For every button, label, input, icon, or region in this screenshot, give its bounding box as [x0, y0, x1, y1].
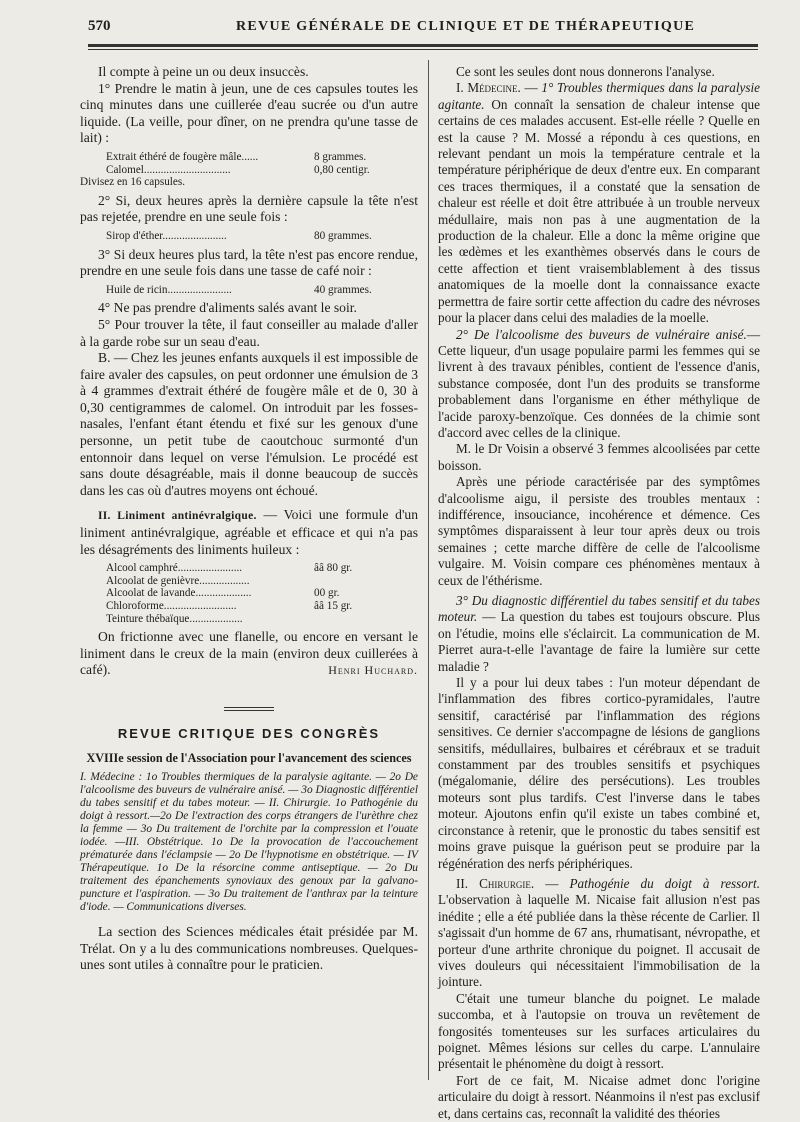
- paragraph: 3° Si deux heures plus tard, la tête n'est pas encore rendue, prendre en une seule fois dans une tasse de café noir :: [80, 246, 418, 279]
- paragraph: La section des Sciences médicales était présidée par M. Trélat. On y a lu des communications nombreuses. Quelques-unes sont utiles à connaître pour le praticien.: [80, 924, 418, 973]
- prescription: [80, 151, 418, 189]
- prescription-line: Sirop d'éther....................... 80 grammes.: [106, 229, 372, 242]
- paragraph: On frictionne avec une flanelle, ou encore en versant le liniment dans le creux de la main (environ deux cuillerées à café). Henri Huchard.: [80, 629, 418, 678]
- prescription-line: Alcoolat de genièvre..................: [106, 574, 250, 587]
- paragraph: I. Médecine. — 1° Troubles thermiques dans la paralysie agitante. On connaît la sensation de chaleur intense que certains de ces malades accusent. Est-elle réelle ? Quelle en est la cause ? M. Mossé a répondu à ces questions, en relevant pendant un mois la température centrale et la température périphérique de deux d'entre eux. En comparant ces traces thermiques, il a constaté que la sensation de chaleur est réelle et doit être attribuée à un trouble nerveux médullaire, mais non pas à une augmentation de la production de la chaleur. Elle a donc la même origine que les œdèmes et les exanthèmes observés dans le cours de cette affection et tient vraisemblablement à des tissus anatomiques de la moelle dont la connaissance exacte permettra de faire sortir cette affection du cadre des névroses pour la placer dans celui des maladies de la moelle.: [438, 80, 760, 326]
- paragraph: M. le Dr Voisin a observé 3 femmes alcoolisées par cette boisson.: [438, 441, 760, 473]
- section-summary: I. Médecine : 1o Troubles thermiques de la paralysie agitante. — 2o De l'alcoolisme des buveurs de vulnéraire anisé. — 3o Diagnostic différentiel du tabes sensitif et du tabes moteur. — II. Chirurgie. 1o Pathogénie du doigt à ressort.—2o De l'extraction des corps étrangers de l'urèthre chez la femme — 3o Du traitement de l'orchite par la compression et l'ouate iodée. —III. Obstétrique. 1o De la provocation de l'accouchement prématurée dans l'éclampsie — 2o De l'hypnotisme en obstétrique. — IV Thérapeutique. 1o De la résorcine comme antiseptique. — 2o Du traitement des épanchements synoviaux des genoux par la galvano-puncture et l'aspiration. — 3o Du traitement de l'anthrax par la teinture d'iode. — Communications diverses.: [80, 771, 418, 914]
- session-heading: XVIIIe session de l'Association pour l'avancement des sciences: [86, 751, 412, 766]
- paragraph: C'était une tumeur blanche du poignet. Le malade succomba, et à l'autopsie on trouva un revêtement de fongosités tomenteuses sur les surfaces articulaires du poignet. Mêmes lésions sur celles du carpe. L'annulaire présentait le phénomène du doigt à ressort.: [438, 990, 760, 1072]
- prescription-line: Huile de ricin....................... 40 grammes.: [106, 283, 372, 296]
- paragraph: 2° De l'alcoolisme des buveurs de vulnéraire anisé.— Cette liqueur, d'un usage populaire parmi les femmes qui se livrent à des travaux pénibles, contient de l'essence d'anis, substance composée, dont l'un des produits se transforme probablement dans l'organisme en éther méthylique de l'acide paroxy-benzoïque. Ces données de la chimie sont d'accord avec celles de la clinique.: [438, 326, 760, 440]
- prescription-line: Calomel............................... 0,80 centigr.: [106, 163, 370, 176]
- prescription-line: Chloroforme.......................... ââ 15 gr.: [106, 600, 353, 612]
- paragraph: 1° Prendre le matin à jeun, une de ces capsules toutes les cinq minutes dans une cuillerée d'eau sucrée ou d'un autre liquide. (La veille, pour dîner, on ne prendra qu'une tasse de lait) :: [80, 80, 418, 146]
- right-column: [438, 64, 760, 1122]
- paragraph-heading: II. Liniment antinévralgique.: [98, 510, 257, 523]
- paragraph: 2° Si, deux heures après la dernière capsule la tête n'est pas rejetée, prendre en une seule fois :: [80, 192, 418, 225]
- paragraph: Il compte à peine un ou deux insuccès.: [98, 64, 309, 79]
- paragraph: Fort de ce fait, M. Nicaise admet donc l'origine articulaire du doigt à ressort. Néanmoins il n'est pas exclusif et, dans certains cas, reconnaît la validité des théories: [438, 1072, 760, 1121]
- prescription-line: Alcoolat de lavande.................... 00 gr.: [106, 587, 340, 600]
- header-rule-thin: [88, 49, 758, 50]
- page-number: 570: [88, 18, 111, 34]
- prescription: [80, 284, 418, 297]
- prescription: [80, 230, 418, 243]
- paragraph: II. Liniment antinévralgique. — Voici une formule d'un liniment antinévralgique, agréable et efficace et qui n'a pas les désagréments des liniments huileux :: [80, 507, 418, 557]
- section-title: REVUE CRITIQUE DES CONGRÈS: [117, 725, 381, 741]
- paragraph: B. — Chez les jeunes enfants auxquels il est impossible de faire avaler des capsules, on peut ordonner une émulsion de 3 à 4 grammes d'extrait éthéré de fougère mâle et de 0, 30 à 0,30 centigrammes de calomel. On introduit par les fosses-nasales, l'enfant étant étendu et fixé sur les genoux d'une personne, un petit tube de caoutchouc surmonté d'un entonnoir dans lequel on verse l'émulsion. Le procédé est sans doute désagréable, mais il donne beaucoup de succès dans les cas où d'autres moyens ont échoué.: [80, 350, 418, 498]
- prescription: [80, 562, 418, 625]
- prescription-line: Alcool camphré....................... ââ 80 gr.: [106, 562, 353, 575]
- paragraph: Il y a pour lui deux tabes : l'un moteur dépendant de l'inflammation des fibres cortico-pyramidales, l'autre sensitif, caractérisé par l'inflammation des régions sensitives. Ce dernier s'accompagne de lésions de ganglions sensitifs, médullaires, bulbaires et cérébraux et se traduit constamment par des troubles sensitifs et psychiques (mégalomanie, délire des persécutions). Les troubles moteurs sont plus tardifs. C'est l'inverse dans le tabes moteur. Ajoutons enfin qu'il existe un tabes combiné et, circonstance à retenir, que le pronostic du tabes sensitif est moins grave puisque la guérison peut se produire par la régénération des nerfs périphériques.: [438, 675, 760, 871]
- prescription-note: Divisez en 16 capsules.: [80, 176, 186, 189]
- prescription-line: Teinture thébaïque...................: [106, 612, 243, 625]
- paragraph: II. Chirurgie. — Pathogénie du doigt à ressort. L'observation à laquelle M. Nicaise fait allusion n'est pas inédite ; elle a été publiée dans la thèse récente de Carlier. Il s'agissait d'un homme de 67 ans, rhumatisant, névropathe, et porteur d'une arthrite chronique du poignet. Il accusait de vives douleurs qui nécessitaient l'immobilisation de la jointure.: [438, 875, 760, 990]
- left-column: [80, 64, 418, 974]
- section-ornament: [80, 699, 418, 716]
- paragraph: 5° Pour trouver la tête, il faut conseiller au malade d'aller à la garde robe sur un seau d'eau.: [80, 316, 418, 349]
- paragraph: Ce sont les seules dont nous donnerons l'analyse.: [456, 64, 715, 79]
- paragraph: 3° Du diagnostic différentiel du tabes sensitif et du tabes moteur. — La question du tabes est toujours obscure. Plus on l'étudie, moins elle s'éclaircit. La communication de M. Pierret aura-t-elle l'avantage de faire la lumière sur cette maladie ?: [438, 593, 760, 674]
- running-header: [88, 18, 760, 40]
- paragraph: 4° Ne pas prendre d'aliments salés avant le soir.: [98, 300, 357, 316]
- prescription-line: Extrait éthéré de fougère mâle...... 8 grammes.: [106, 150, 367, 163]
- running-title: REVUE GÉNÉRALE DE CLINIQUE ET DE THÉRAPEUTIQUE: [236, 19, 696, 34]
- paragraph: Après une période caractérisée par des symptômes d'alcoolisme aigu, il persiste des troubles mentaux : indifférence, insouciance, incohérence et démence. Ces symptômes disparaissent à leur tour après deux ou trois semaines ; cette marche diffère de celle de l'alcoolisme vulgaire. M. Voisin compare ces phénomènes mentaux à ceux de l'éthérisme.: [438, 474, 760, 588]
- header-rule-thick: [88, 44, 758, 47]
- author-signature: Henri Huchard.: [328, 663, 418, 678]
- column-divider: [428, 60, 429, 1080]
